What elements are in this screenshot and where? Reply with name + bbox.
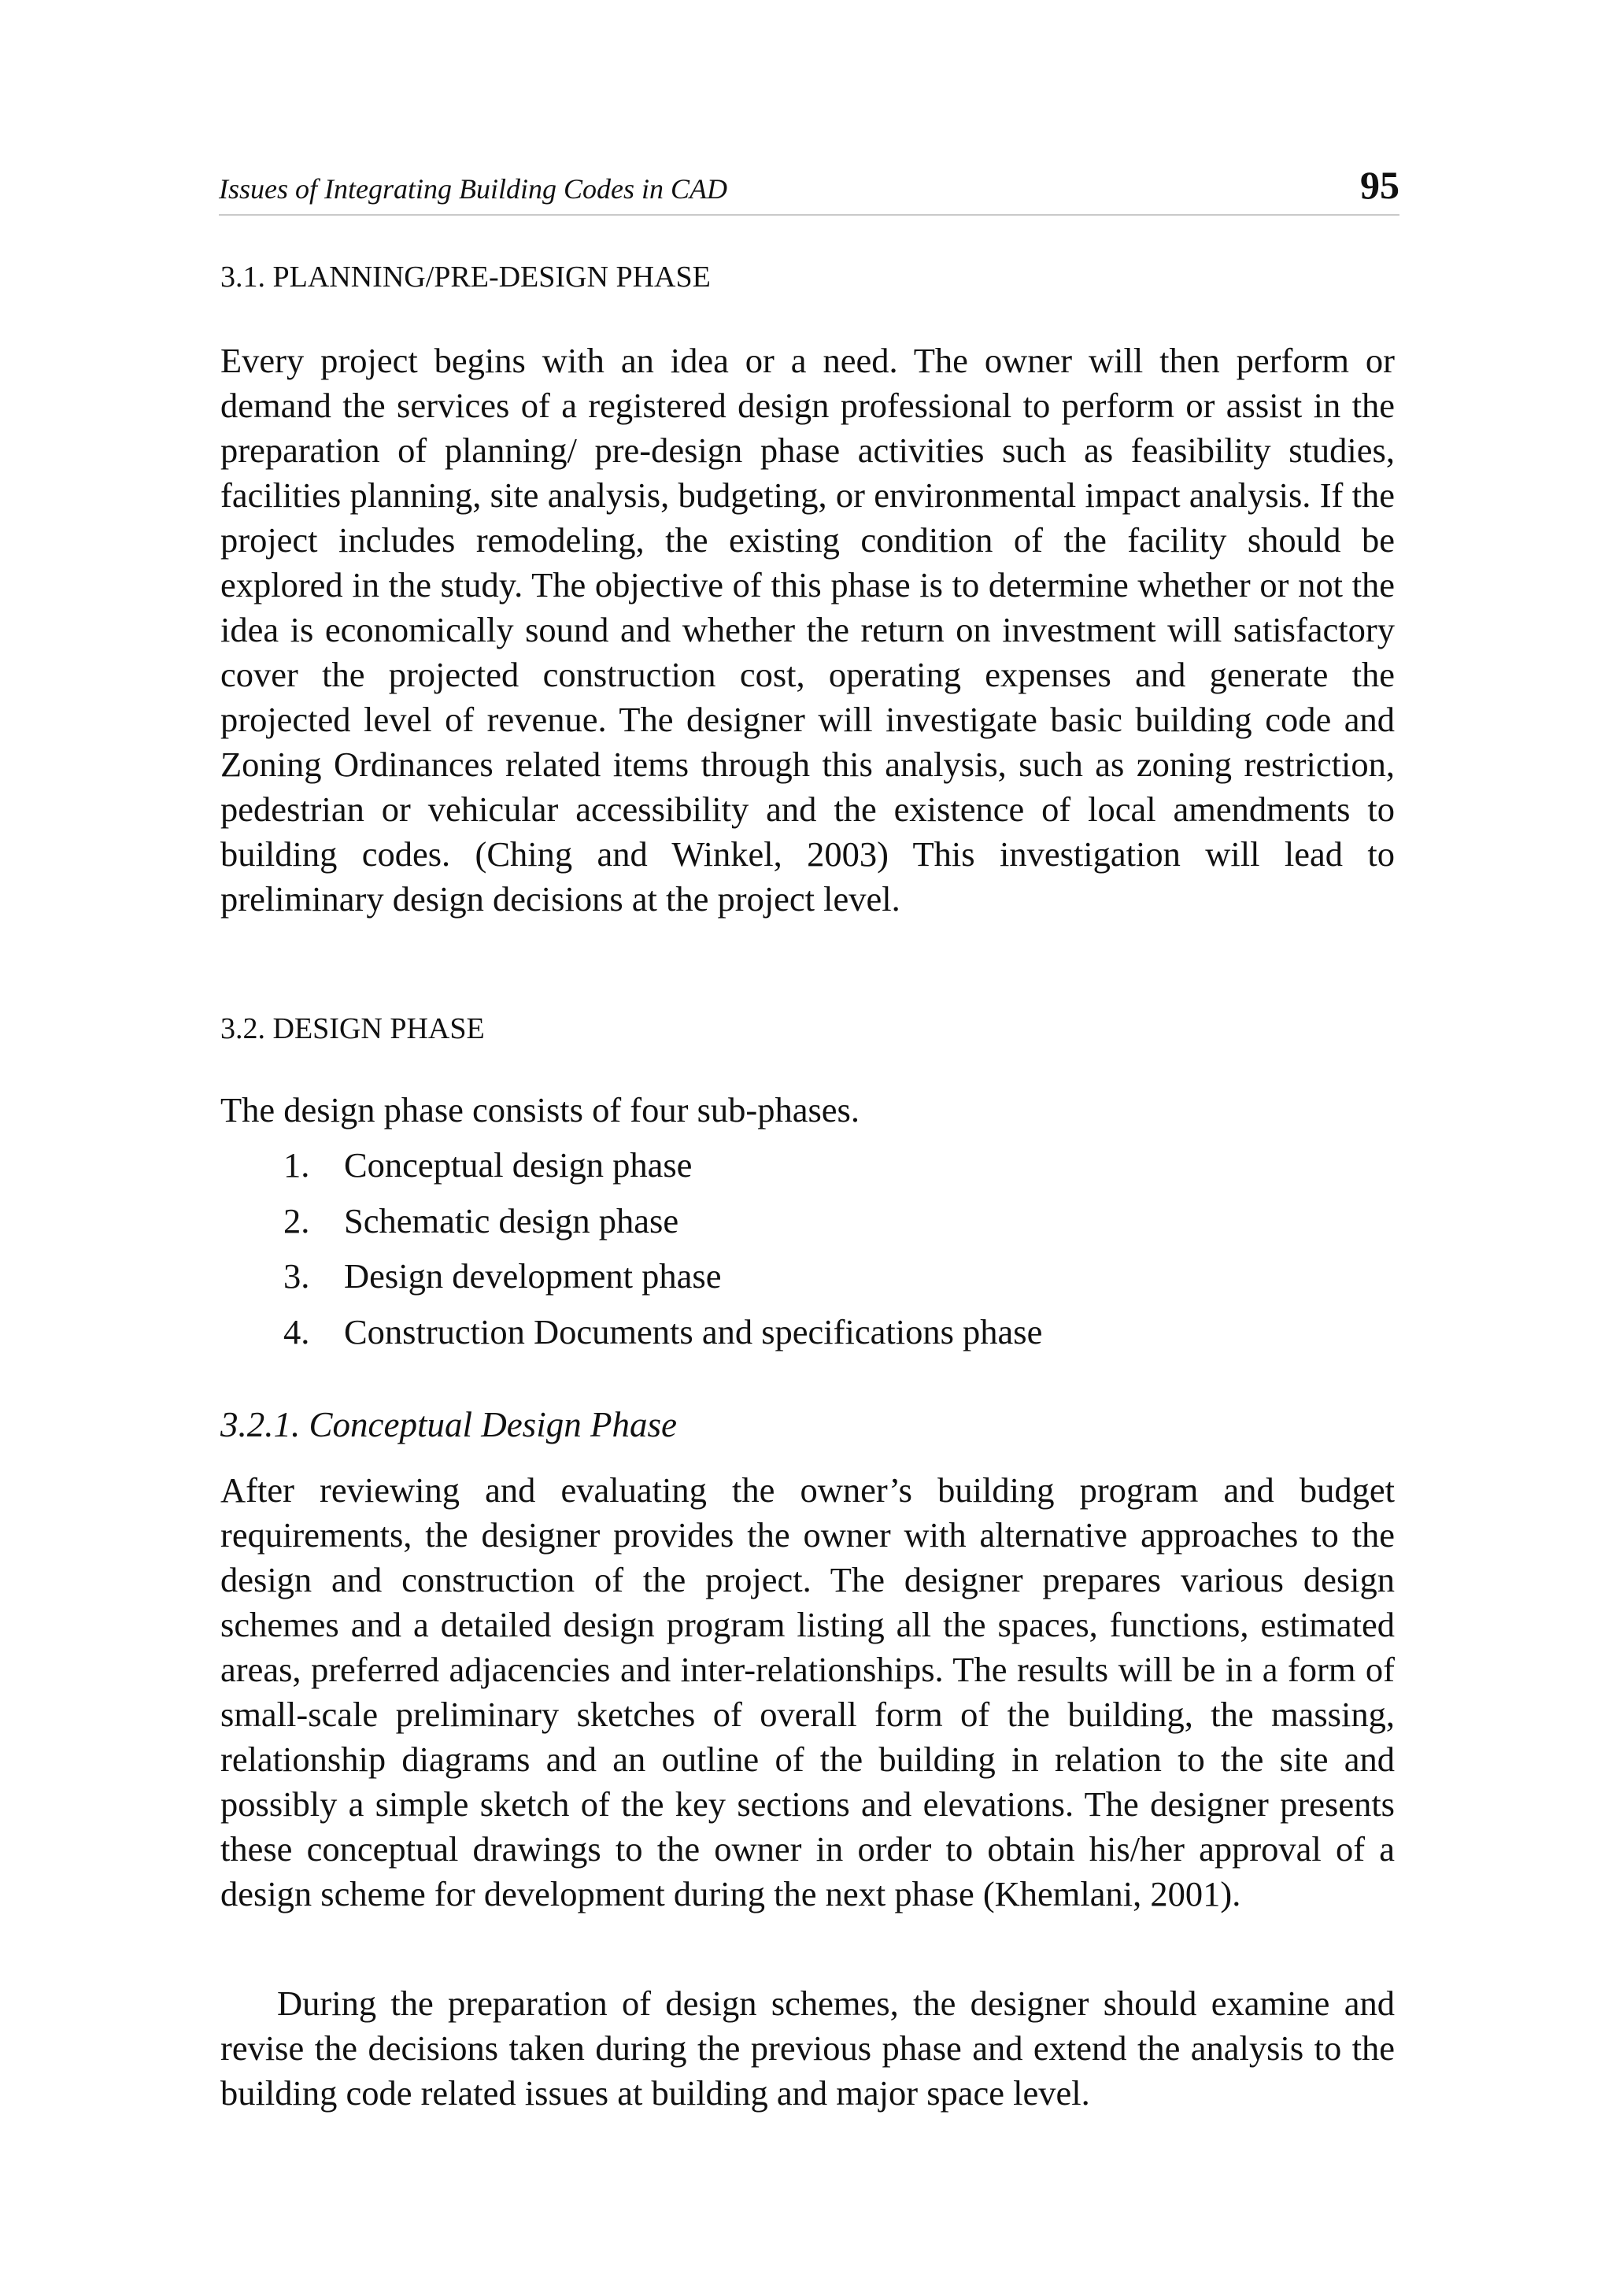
running-header — [219, 164, 1399, 216]
paragraph-planning: Every project begins with an idea or a need. The owner will then perform or demand the services of a registered design professional to perform or assist in the preparation of planning/ pre-design phase activities such as feasibility studies, facilities planning, site analysis, budgeting, or environmental impact analysis. If the project includes remodeling, the existing condition of the facility should be explored in the study. The objective of this phase is to determine whether or not the idea is economically sound and whether the return on investment will satisfactory cover the projected construction cost, operating expenses and generate the projected level of revenue. The designer will investigate basic building code and Zoning Ordinances related items through this analysis, such as zoning restriction, pedestrian or vehicular accessibility and the existence of local amendments to building codes. (Ching and Winkel, 2003) This investigation will lead to preliminary design decisions at the project level. — [220, 341, 1395, 919]
list-item-label: Construction Documents and specifications phase — [344, 1311, 1043, 1351]
section-heading-planning: 3.1. PLANNING/PRE-DESIGN PHASE — [220, 261, 711, 294]
list-item-label: Schematic design phase — [344, 1200, 679, 1240]
list-item-number: 3. — [283, 1256, 310, 1296]
page-number: 95 — [1360, 163, 1399, 207]
list-item-number: 4. — [283, 1311, 310, 1351]
list-item-number: 1. — [283, 1145, 310, 1185]
paragraph-conceptual-1: After reviewing and evaluating the owner’s building program and budget requirements, the designer provides the owner with alternative approaches to the design and construction of the project. The designer prepares various design schemes and a detailed design program listing all the spaces, functions, estimated areas, preferred adjacencies and inter-relationships. The results will be in a form of small-scale preliminary sketches of overall form of the building, the massing, relationship diagrams and an outline of the building in relation to the site and possibly a simple sketch of the key sections and elevations. The designer presents these conceptual drawings to the owner in order to obtain his/her approval of a design scheme for development during the next phase (Khemlani, 2001). — [220, 1470, 1395, 1913]
list-item-label: Design development phase — [344, 1256, 722, 1296]
subsection-heading-conceptual: 3.2.1. Conceptual Design Phase — [220, 1405, 677, 1444]
running-title: Issues of Integrating Building Codes in CAD — [219, 173, 727, 205]
list-item-label: Conceptual design phase — [344, 1145, 693, 1185]
list-item-number: 2. — [283, 1200, 310, 1240]
paragraph-conceptual-2: During the preparation of design schemes, the designer should examine and revise the decisions taken during the previous phase and extend the analysis to the building code related issues at building and major space level. — [220, 1984, 1395, 2113]
paragraph-design-intro: The design phase consists of four sub-phases. — [220, 1090, 860, 1130]
section-heading-design: 3.2. DESIGN PHASE — [220, 1012, 485, 1045]
